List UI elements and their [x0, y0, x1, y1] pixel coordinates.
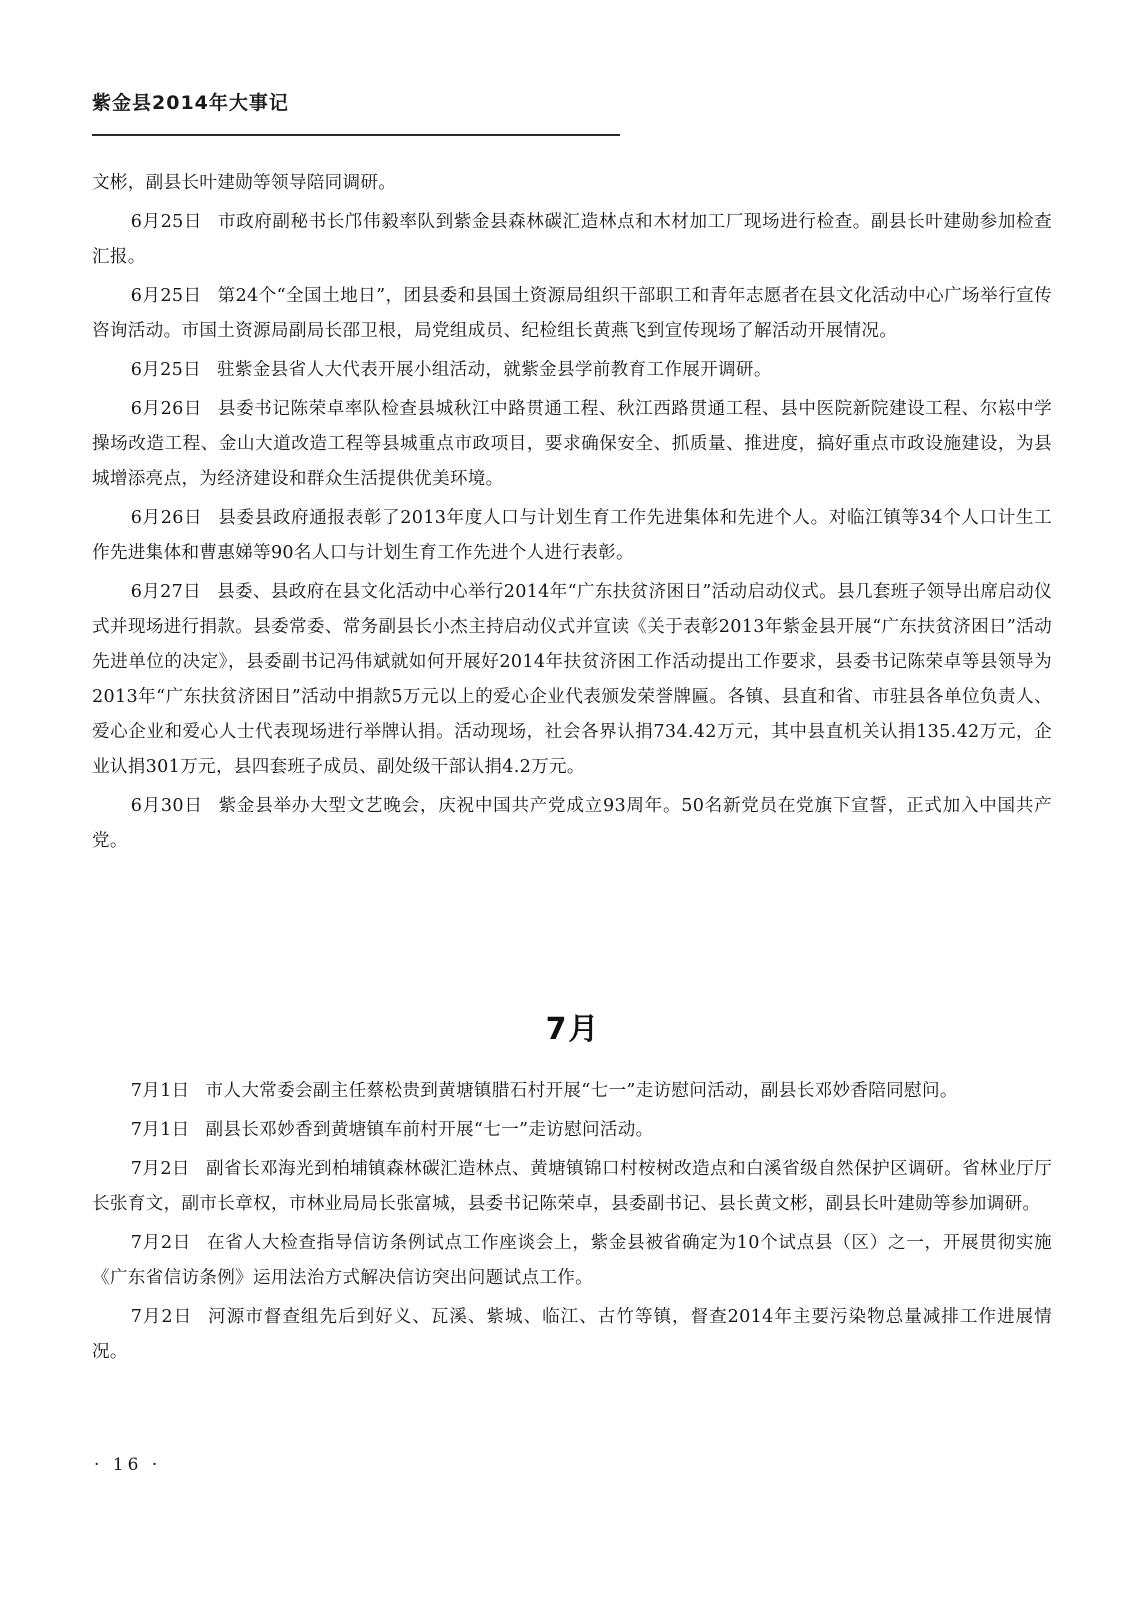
header-rule: [92, 134, 620, 136]
entry-date: 7月2日: [130, 1159, 190, 1179]
month-heading: 7月: [545, 1012, 601, 1047]
entry: [92, 501, 1052, 571]
entry-text: 县委书记陈荣卓率队检查县城秋江中路贯通工程、秋江西路贯通工程、县中医院新院建设工程、尔崧中学操场改造工程、金山大道改造工程等县城重点市政项目，要求确保安全、抓质量、推进度，搞好重点市政设施建设，为县城增添亮点，为经济建设和群众生活提供优美环境。: [92, 399, 1052, 489]
entry: [92, 789, 1052, 859]
entry-date: 7月1日: [130, 1081, 190, 1101]
entry-date: 6月25日: [130, 212, 202, 232]
entry-text: 紫金县举办大型文艺晚会，庆祝中国共产党成立93周年。50名新党员在党旗下宣誓，正式加入中国共产党。: [92, 796, 1052, 851]
entry-text: 县委、县政府在县文化活动中心举行2014年“广东扶贫济困日”活动启动仪式。县几套班子领导出席启动仪式并现场进行捐款。县委常委、常务副县长小杰主持启动仪式并宣读《关于表彰2013年紫金县开展“广东扶贫济困日”活动先进单位的决定》，县委副书记冯伟斌就如何开展好2014年扶贫济困工作活动提出工作要求，县委书记陈荣卓等县领导为2013年“广东扶贫济困日”活动中捐款5万元以上的爱心企业代表颁发荣誉牌匾。各镇、县直和省、市驻县各单位负责人、爱心企业和爱心人士代表现场进行举牌认捐。活动现场，社会各界认捐734.42万元，其中县直机关认捐135.42万元，企业认捐301万元，县四套班子成员、副处级干部认捐4.2万元。: [92, 582, 1052, 777]
entry: [92, 1152, 1052, 1222]
entry-date: 7月2日: [130, 1307, 193, 1327]
entry: [92, 279, 1052, 349]
entry: [92, 1226, 1052, 1296]
entry-date: 7月1日: [130, 1120, 190, 1140]
entry-continuation: [92, 166, 1052, 201]
entry: [92, 353, 1052, 388]
entry-date: 7月2日: [130, 1233, 191, 1253]
entry-text: 第24个“全国土地日”，团县委和县国土资源局组织干部职工和青年志愿者在县文化活动中心广场举行宣传咨询活动。市国土资源局副局长邵卫根，局党组成员、纪检组长黄燕飞到宣传现场了解活动开展情况。: [92, 286, 1052, 341]
entry-date: 6月25日: [130, 360, 201, 380]
entry-text: 市人大常委会副主任蔡松贵到黄塘镇腊石村开展“七一”走访慰问活动，副县长邓妙香陪同慰问。: [205, 1081, 958, 1101]
entry: [92, 205, 1052, 275]
entry-text: 在省人大检查指导信访条例试点工作座谈会上，紫金县被省确定为10个试点县（区）之一，开展贯彻实施《广东省信访条例》运用法治方式解决信访突出问题试点工作。: [92, 1233, 1052, 1288]
june-entries: [92, 166, 1052, 863]
entry: [92, 1300, 1052, 1370]
entry-text: 驻紫金县省人大代表开展小组活动，就紫金县学前教育工作展开调研。: [217, 360, 772, 380]
entry: [92, 1074, 1052, 1109]
entry-text: 市政府副秘书长邝伟毅率队到紫金县森林碳汇造林点和木材加工厂现场进行检查。副县长叶建勋参加检查汇报。: [92, 212, 1052, 267]
entry-text: 文彬，副县长叶建勋等领导陪同调研。: [92, 173, 397, 193]
entry: [92, 575, 1052, 785]
entry-text: 副县长邓妙香到黄塘镇车前村开展“七一”走访慰问活动。: [205, 1120, 654, 1140]
entry: [92, 392, 1052, 497]
entry-date: 6月26日: [130, 399, 202, 419]
entry-date: 6月26日: [130, 508, 203, 528]
entry: [92, 1113, 1052, 1148]
entry-text: 河源市督查组先后到好义、瓦溪、紫城、临江、古竹等镇，督查2014年主要污染物总量减排工作进展情况。: [92, 1307, 1052, 1362]
entry-date: 6月27日: [130, 582, 202, 602]
entry-date: 6月30日: [130, 796, 203, 816]
page-number: · 16 ·: [94, 1455, 162, 1475]
entry-text: 县委县政府通报表彰了2013年度人口与计划生育工作先进集体和先进个人。对临江镇等34个人口计生工作先进集体和曹惠娣等90名人口与计划生育工作先进个人进行表彰。: [92, 508, 1052, 563]
entry-text: 副省长邓海光到柏埔镇森林碳汇造林点、黄塘镇锦口村桉树改造点和白溪省级自然保护区调研。省林业厅厅长张育文，副市长章权，市林业局局长张富城，县委书记陈荣卓，县委副书记、县长黄文彬，副县长叶建勋等参加调研。: [92, 1159, 1052, 1214]
entry-date: 6月25日: [130, 286, 202, 306]
july-entries: [92, 1074, 1052, 1374]
running-header: 紫金县2014年大事记: [92, 92, 289, 114]
